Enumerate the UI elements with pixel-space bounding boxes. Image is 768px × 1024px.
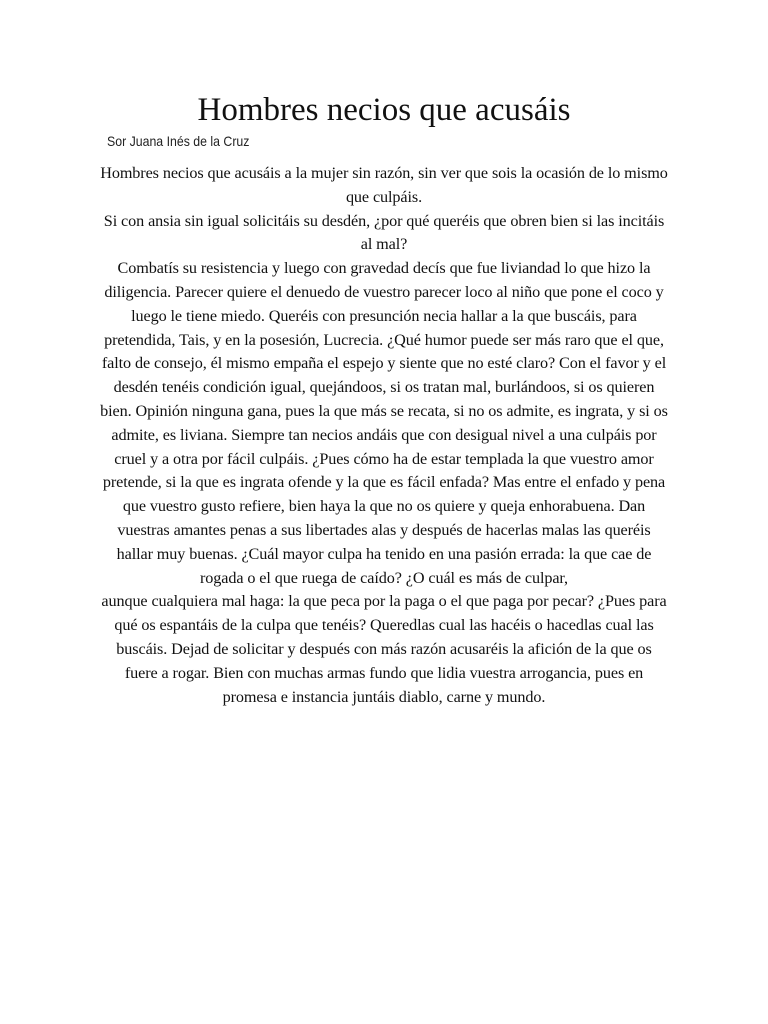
poem-body (100, 162, 668, 709)
poem-paragraph: Combatís su resistencia y luego con gravedad decís que fue liviandad lo que hizo la diligencia. Parecer quiere el denuedo de vuestro parecer loco al niño que pone el coco y luego le tiene miedo. Queréis con presunción necia hallar a la que buscáis, para pretendida, Tais, y en la posesión, Lucrecia. ¿Qué humor puede ser más raro que el que, falto de consejo, él mismo empaña el espejo y siente que no esté claro? Con el favor y el desdén tenéis condición igual, quejándoos, si os tratan mal, burlándoos, si os quieren bien. Opinión ninguna gana, pues la que más se recata, si no os admite, es ingrata, y si os admite, es liviana. Siempre tan necios andáis que con desigual nivel a una culpáis por cruel y a otra por fácil culpáis. ¿Pues cómo ha de estar templada la que vuestro amor pretende, si la que es ingrata ofende y la que es fácil enfada? Mas entre el enfado y pena que vuestro gusto refiere, bien haya la que no os quiere y queja enhorabuena. Dan vuestras amantes penas a sus libertades alas y después de hacerlas malas las queréis hallar muy buenas. ¿Cuál mayor culpa ha tenido en una pasión errada: la que cae de rogada o el que ruega de caído? ¿O cuál es más de culpar, (100, 259, 668, 587)
poem-paragraph: Si con ansia sin igual solicitáis su desdén, ¿por qué queréis que obren bien si las incitáis al mal? (103, 211, 665, 254)
poem-paragraph: Hombres necios que acusáis a la mujer sin razón, sin ver que sois la ocasión de lo mismo que culpáis. (100, 164, 668, 206)
poem-paragraph: aunque cualquiera mal haga: la que peca por la paga o el que paga por pecar? ¿Pues para qué os espantáis de la culpa que tenéis? Queredlas cual las hacéis o hacedlas cual las buscáis. Dejad de solicitar y después con más razón acusaréis la afición de la que os fuere a rogar. Bien con muchas armas fundo que lidia vuestra arrogancia, pues en promesa e instancia juntáis diablo, carne y mundo. (101, 592, 667, 706)
document-title: Hombres necios que acusáis (197, 92, 571, 128)
document-author: Sor Juana Inés de la Cruz (107, 133, 250, 149)
